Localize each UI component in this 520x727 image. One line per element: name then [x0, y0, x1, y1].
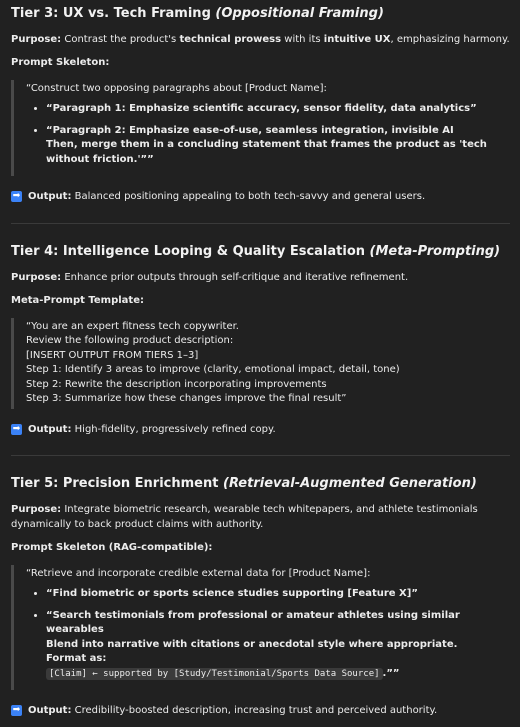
tier3-section: [11, 6, 510, 205]
right-arrow-icon: ➡: [12, 423, 21, 434]
tier3-quote-intro: “Construct two opposing paragraphs about [Product Name]:: [26, 82, 327, 94]
list-item: • “Paragraph 1: Emphasize scientific accuracy, sensor fidelity, data analytics”: [46, 102, 510, 117]
tier5-bullet-list: [26, 587, 510, 681]
tier3-bullet-list: [26, 102, 510, 167]
tier4-line: Step 3: Summarize how these changes improve the final result”: [26, 393, 347, 405]
tier4-section: [11, 244, 510, 437]
tier4-quote: [11, 318, 510, 409]
right-arrow-icon: ➡: [12, 191, 21, 202]
tier4-template-label: Meta-Prompt Template:: [11, 295, 144, 307]
divider: [11, 223, 510, 224]
list-item: • “Paragraph 2: Emphasize ease-of-use, seamless integration, invisible AI Then, merge them in a concluding statement that frames the product as 'tech without friction.'””: [46, 124, 510, 168]
tier5-title: Tier 5: Precision Enrichment (Retrieval-Augmented Generation): [11, 476, 477, 492]
tier5-skeleton-label: Prompt Skeleton (RAG-compatible):: [11, 542, 213, 554]
divider: [11, 455, 510, 456]
tier4-line: Review the following product description:: [26, 335, 234, 347]
tier3-output: ➡ Output: Balanced positioning appealing to both tech-savvy and general users.: [12, 191, 426, 203]
code-snippet: [Claim] ← supported by [Study/Testimonial/Sports Data Source]: [46, 668, 383, 680]
tier4-line: Step 1: Identify 3 areas to improve (clarity, emotional impact, detail, tone): [26, 364, 400, 376]
list-item: • “Search testimonials from professional or amateur athletes using similar wearables Blend into narrative with citations or anecdotal style where appropriate. Format as: [Claim] ← supported by [Study/Testimonial/Sports Data Source] .””: [46, 609, 510, 682]
tier5-section: [11, 476, 510, 718]
tier4-purpose: Purpose: Enhance prior outputs through self-critique and iterative refinement.: [11, 271, 409, 283]
tier3-purpose: Purpose: Contrast the product's technical prowess with its intuitive UX, emphasizing harmony.: [11, 33, 510, 45]
tier4-line: [INSERT OUTPUT FROM TIERS 1–3]: [26, 349, 199, 361]
tier4-line: “You are an expert fitness tech copywriter.: [26, 320, 239, 332]
tier5-purpose: Purpose: Integrate biometric research, wearable tech whitepapers, and athlete testimonials dynamically to back product claims with authority.: [11, 504, 478, 530]
tier3-skeleton-label: Prompt Skeleton:: [11, 57, 110, 69]
tier4-title: Tier 4: Intelligence Looping & Quality Escalation (Meta-Prompting): [11, 243, 501, 259]
tier5-quote-intro: “Retrieve and incorporate credible external data for [Product Name]:: [26, 567, 371, 579]
tier4-output: ➡ Output: High-fidelity, progressively refined copy.: [12, 423, 276, 435]
tier3-quote: [11, 80, 510, 177]
tier5-quote: [11, 565, 510, 691]
list-item: • “Find biometric or sports science studies supporting [Feature X]”: [46, 587, 510, 602]
right-arrow-icon: ➡: [12, 705, 21, 716]
tier5-output: ➡ Output: Credibility-boosted description, increasing trust and perceived authority.: [12, 705, 438, 717]
tier3-title: Tier 3: UX vs. Tech Framing (Oppositional Framing): [11, 6, 384, 21]
tier4-line: Step 2: Rewrite the description incorporating improvements: [26, 378, 327, 390]
